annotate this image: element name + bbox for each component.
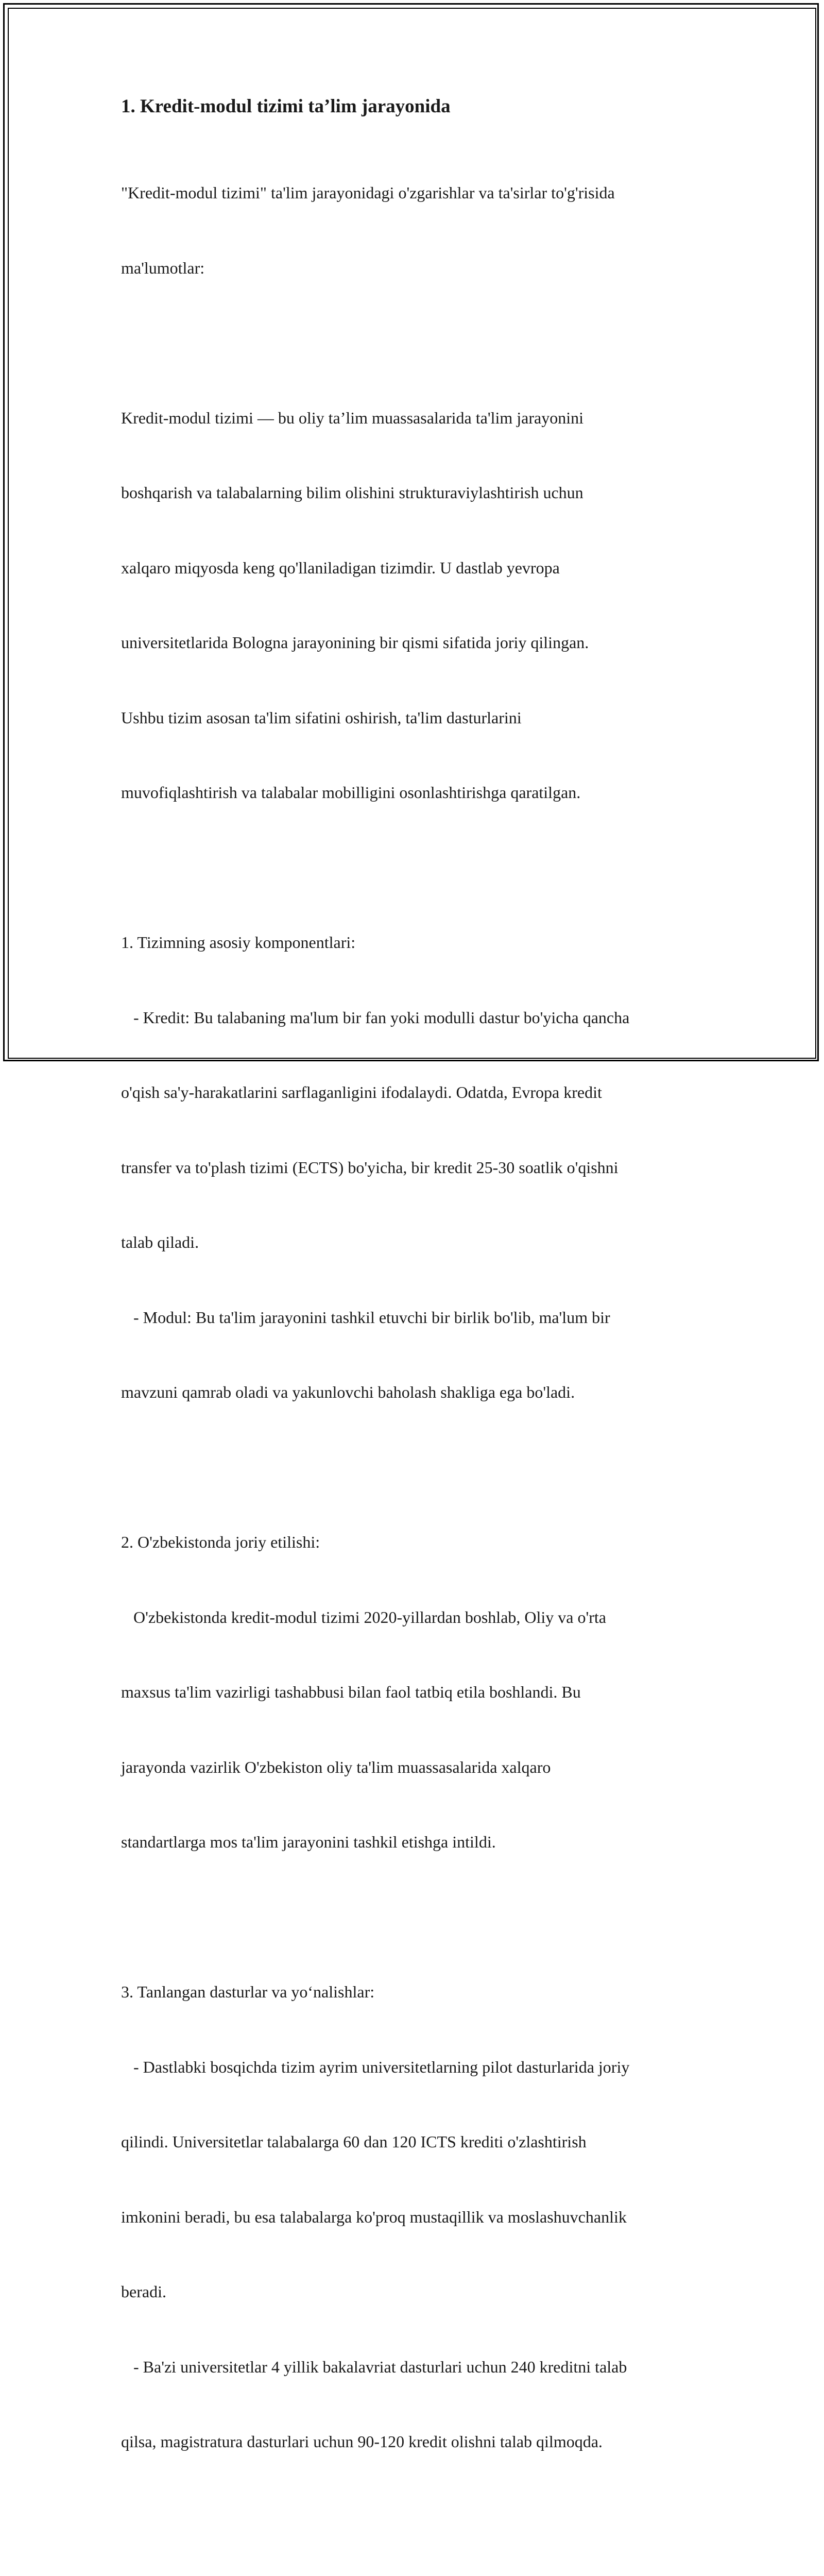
text-line: qilsa, magistratura dasturlari uchun 90-120 kredit olishni talab qilmoqda. [121,2432,603,2451]
text-line: beradi. [121,2282,166,2301]
section-heading: 2. O'zbekistonda joriy etilishi: [121,1533,320,1551]
text-line: - Kredit: Bu talabaning ma'lum bir fan yoki modulli dastur bo'yicha qancha [121,1008,630,1027]
text-line: O'zbekistonda kredit-modul tizimi 2020-yillardan boshlab, Oliy va o'rta [121,1607,606,1626]
text-line: transfer va to'plash tizimi (ECTS) bo'yicha, bir kredit 25-30 soatlik o'qishni [121,1158,619,1177]
text-line: mavzuni qamrab oladi va yakunlovchi baholash shakliga ega bo'ladi. [121,1383,575,1401]
paragraph-definition [121,355,718,855]
text-line: ma'lumotlar: [121,258,205,277]
text-line: - Modul: Bu ta'lim jarayonini tashkil etuvchi bir birlik bo'lib, ma'lum bir [121,1308,610,1327]
text-line: maxsus ta'lim vazirligi tashabbusi bilan faol tatbiq etila boshlandi. Bu [121,1683,581,1701]
section-impact [121,2529,718,2576]
text-line: jarayonda vazirlik O'zbekiston oliy ta'lim muassasalarida xalqaro [121,1757,551,1776]
text-line: muvofiqlashtirish va talabalar mobilligini osonlashtirishga qaratilgan. [121,783,581,802]
section-heading: 1. Tizimning asosiy komponentlari: [121,933,356,952]
document-body [121,94,718,2576]
text-line: o'qish sa'y-harakatlarini sarflaganligini ifodalaydi. Odatda, Evropa kredit [121,1083,602,1101]
section-heading: 3. Tanlangan dasturlar va yo‘nalishlar: [121,1982,375,2001]
document-title: 1. Kredit-modul tizimi ta’lim jarayonida [121,96,451,117]
section-programs [121,1929,718,2504]
text-line: Ushbu tizim asosan ta'lim sifatini oshirish, ta'lim dasturlarini [121,708,522,727]
text-line: qilindi. Universitetlar talabalarga 60 dan 120 ICTS krediti o'zlashtirish [121,2132,587,2151]
text-line: talab qiladi. [121,1233,199,1251]
section-uzbekistan [121,1480,718,1905]
text-line: universitetlarida Bologna jarayonining bir qismi sifatida joriy qilingan. [121,633,589,652]
text-line: standartlarga mos ta'lim jarayonini tashkil etishga intildi. [121,1833,496,1851]
text-line: "Kredit-modul tizimi" ta'lim jarayonidagi o'zgarishlar va ta'sirlar to'g'risida [121,183,615,202]
section-components [121,880,718,1455]
paragraph-intro [121,130,718,330]
text-line: imkonini beradi, bu esa talabalarga ko'proq mustaqillik va moslashuvchanlik [121,2207,627,2226]
text-line: boshqarish va talabalarning bilim olishini strukturaviylashtirish uchun [121,483,583,502]
text-line: xalqaro miqyosda keng qo'llaniladigan tizimdir. U dastlab yevropa [121,558,560,577]
text-line: - Ba'zi universitetlar 4 yillik bakalavriat dasturlari uchun 240 kreditni talab [121,2357,627,2376]
text-line: Kredit-modul tizimi — bu oliy ta’lim muassasalarida ta'lim jarayonini [121,408,584,427]
text-line: - Dastlabki bosqichda tizim ayrim universitetlarning pilot dasturlarida joriy [121,2057,630,2076]
